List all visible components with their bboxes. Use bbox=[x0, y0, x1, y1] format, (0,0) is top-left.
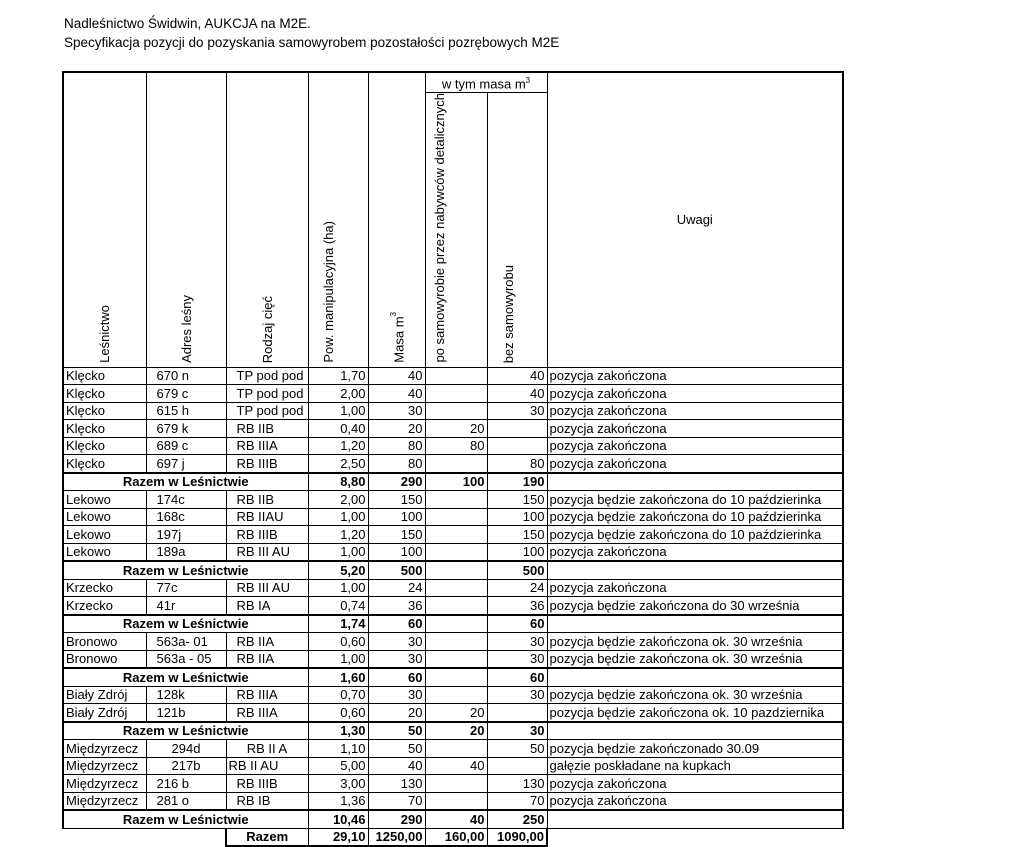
subtotal-po-samowyrobie: 100 bbox=[425, 473, 487, 491]
table-row bbox=[63, 740, 843, 758]
cell-bez-samowyrobu: 40 bbox=[487, 367, 547, 385]
cell-masa: 20 bbox=[368, 420, 425, 438]
cell-adres: 189a bbox=[146, 543, 226, 561]
cell-rodzaj: TP pod pod bbox=[226, 367, 308, 385]
subtotal-label: Razem w Leśnictwie bbox=[63, 615, 308, 633]
cell-masa: 24 bbox=[368, 579, 425, 597]
cell-bez-samowyrobu: 30 bbox=[487, 686, 547, 704]
subtotal-pow: 8,80 bbox=[308, 473, 368, 491]
table-row bbox=[63, 367, 843, 385]
cell-rodzaj: RB IIIA bbox=[226, 686, 308, 704]
cell-po-samowyrobie: 20 bbox=[425, 704, 487, 722]
cell-pow: 0,60 bbox=[308, 704, 368, 722]
cell-adres: 563a- 01 bbox=[146, 633, 226, 651]
cell-rodzaj: RB IIB bbox=[226, 420, 308, 438]
cell-lesnictwo: Bronowo bbox=[63, 633, 146, 651]
cell-po-samowyrobie: 20 bbox=[425, 420, 487, 438]
cell-masa: 100 bbox=[368, 543, 425, 561]
cell-rodzaj: RB IIA bbox=[226, 633, 308, 651]
cell-masa: 80 bbox=[368, 437, 425, 455]
cell-adres: 41r bbox=[146, 597, 226, 615]
cell-po-samowyrobie bbox=[425, 543, 487, 561]
cell-bez-samowyrobu: 80 bbox=[487, 455, 547, 473]
subtotal-po-samowyrobie: 40 bbox=[425, 810, 487, 828]
cell-uwagi: pozycja będzie zakończona ok. 30 września bbox=[547, 686, 843, 704]
cell-lesnictwo: Klęcko bbox=[63, 402, 146, 420]
table-row bbox=[63, 633, 843, 651]
cell-po-samowyrobie: 40 bbox=[425, 757, 487, 775]
cell-uwagi: pozycja będzie zakończona do 10 paździerinka bbox=[547, 508, 843, 526]
cell-adres: 216 b bbox=[146, 775, 226, 793]
cell-pow: 5,00 bbox=[308, 757, 368, 775]
col-header-rodzaj: Rodzaj cięć bbox=[226, 72, 308, 367]
cell-bez-samowyrobu: 100 bbox=[487, 543, 547, 561]
subtotal-bez-samowyrobu: 60 bbox=[487, 615, 547, 633]
cell-adres: 615 h bbox=[146, 402, 226, 420]
subtotal-empty-uwagi bbox=[547, 810, 843, 828]
cell-pow: 1,00 bbox=[308, 402, 368, 420]
cell-masa: 30 bbox=[368, 686, 425, 704]
spacer-right bbox=[547, 828, 843, 846]
cell-uwagi: pozycja będzie zakończona do 30 września bbox=[547, 597, 843, 615]
grand-total-label: Razem bbox=[226, 828, 308, 846]
cell-masa: 130 bbox=[368, 775, 425, 793]
cell-rodzaj: RB II A bbox=[226, 740, 308, 758]
col-header-lesnictwo: Leśnictwo bbox=[63, 72, 146, 367]
cell-bez-samowyrobu: 130 bbox=[487, 775, 547, 793]
cell-lesnictwo: Klęcko bbox=[63, 455, 146, 473]
cell-pow: 3,00 bbox=[308, 775, 368, 793]
subtotal-masa: 290 bbox=[368, 810, 425, 828]
subtotal-pow: 10,46 bbox=[308, 810, 368, 828]
cell-po-samowyrobie bbox=[425, 650, 487, 668]
table-row bbox=[63, 455, 843, 473]
cell-masa: 40 bbox=[368, 757, 425, 775]
cell-lesnictwo: Biały Zdrój bbox=[63, 686, 146, 704]
subtotal-po-samowyrobie: 20 bbox=[425, 722, 487, 740]
cell-uwagi: pozycja zakończona bbox=[547, 775, 843, 793]
cell-bez-samowyrobu: 50 bbox=[487, 740, 547, 758]
cell-adres: 563a - 05 bbox=[146, 650, 226, 668]
cell-pow: 0,60 bbox=[308, 633, 368, 651]
cell-masa: 40 bbox=[368, 367, 425, 385]
subtotal-label: Razem w Leśnictwie bbox=[63, 561, 308, 579]
subtotal-masa: 60 bbox=[368, 668, 425, 686]
cell-lesnictwo: Bronowo bbox=[63, 650, 146, 668]
cell-po-samowyrobie: 80 bbox=[425, 437, 487, 455]
cell-adres: 697 j bbox=[146, 455, 226, 473]
col-header-pow: Pow. manipulacyjna (ha) bbox=[308, 72, 368, 367]
cell-masa: 80 bbox=[368, 455, 425, 473]
cell-lesnictwo: Krzecko bbox=[63, 597, 146, 615]
cell-rodzaj: RB IIIB bbox=[226, 455, 308, 473]
cell-bez-samowyrobu bbox=[487, 420, 547, 438]
cell-pow: 0,74 bbox=[308, 597, 368, 615]
subtotal-po-samowyrobie bbox=[425, 561, 487, 579]
cell-bez-samowyrobu: 100 bbox=[487, 508, 547, 526]
cell-uwagi: pozycja zakończona bbox=[547, 543, 843, 561]
cell-pow: 0,40 bbox=[308, 420, 368, 438]
subtotal-label: Razem w Leśnictwie bbox=[63, 810, 308, 828]
cell-masa: 40 bbox=[368, 385, 425, 403]
cell-pow: 1,10 bbox=[308, 740, 368, 758]
cell-rodzaj: RB IB bbox=[226, 792, 308, 810]
table-row bbox=[63, 385, 843, 403]
cell-lesnictwo: Biały Zdrój bbox=[63, 704, 146, 722]
cell-po-samowyrobie bbox=[425, 491, 487, 509]
grand-total-row bbox=[63, 828, 843, 846]
cell-po-samowyrobie bbox=[425, 508, 487, 526]
cell-pow: 1,20 bbox=[308, 437, 368, 455]
cell-lesnictwo: Lekowo bbox=[63, 543, 146, 561]
cell-adres: 168c bbox=[146, 508, 226, 526]
cell-pow: 1,70 bbox=[308, 367, 368, 385]
table-row bbox=[63, 686, 843, 704]
cell-masa: 30 bbox=[368, 402, 425, 420]
cell-masa: 70 bbox=[368, 792, 425, 810]
subtotal-label: Razem w Leśnictwie bbox=[63, 722, 308, 740]
cell-pow: 1,00 bbox=[308, 650, 368, 668]
subtotal-masa: 500 bbox=[368, 561, 425, 579]
cell-masa: 50 bbox=[368, 740, 425, 758]
cell-po-samowyrobie bbox=[425, 402, 487, 420]
subtotal-label: Razem w Leśnictwie bbox=[63, 473, 308, 491]
cell-adres: 670 n bbox=[146, 367, 226, 385]
cell-po-samowyrobie bbox=[425, 526, 487, 544]
subtotal-masa: 50 bbox=[368, 722, 425, 740]
cell-po-samowyrobie bbox=[425, 775, 487, 793]
cell-uwagi: pozycja zakończona bbox=[547, 455, 843, 473]
cell-pow: 0,70 bbox=[308, 686, 368, 704]
table-row bbox=[63, 402, 843, 420]
grand-total-bez-samowyrobu: 1090,00 bbox=[487, 828, 547, 846]
header-subtitle: Specyfikacja pozycji do pozyskania samowyrobem pozostałości pozrębowych M2E bbox=[64, 35, 560, 50]
subtotal-pow: 1,60 bbox=[308, 668, 368, 686]
cell-adres: 77c bbox=[146, 579, 226, 597]
cell-adres: 128k bbox=[146, 686, 226, 704]
cell-uwagi: pozycja zakończona bbox=[547, 385, 843, 403]
cell-lesnictwo: Międzyrzecz bbox=[63, 792, 146, 810]
cell-lesnictwo: Międzyrzecz bbox=[63, 757, 146, 775]
subtotal-row bbox=[63, 668, 843, 686]
cell-uwagi: pozycja zakończona bbox=[547, 420, 843, 438]
col-header-bez-samowyrobu: bez samowyrobu bbox=[487, 93, 547, 368]
cell-po-samowyrobie bbox=[425, 740, 487, 758]
table-row bbox=[63, 420, 843, 438]
cell-rodzaj: RB IA bbox=[226, 597, 308, 615]
cell-uwagi: pozycja będzie zakończona do 10 paździerinka bbox=[547, 526, 843, 544]
cell-po-samowyrobie bbox=[425, 633, 487, 651]
subtotal-bez-samowyrobu: 60 bbox=[487, 668, 547, 686]
cell-adres: 294d bbox=[146, 740, 226, 758]
cell-lesnictwo: Klęcko bbox=[63, 420, 146, 438]
cell-lesnictwo: Lekowo bbox=[63, 508, 146, 526]
cell-adres: 217b bbox=[146, 757, 226, 775]
cell-adres: 174c bbox=[146, 491, 226, 509]
document-header bbox=[64, 14, 559, 52]
cell-uwagi: pozycja będzie zakończona do 10 paździerinka bbox=[547, 491, 843, 509]
subtotal-empty-uwagi bbox=[547, 561, 843, 579]
table-row bbox=[63, 508, 843, 526]
cell-masa: 100 bbox=[368, 508, 425, 526]
cell-uwagi: pozycja zakończona bbox=[547, 792, 843, 810]
cell-rodzaj: RB II AU bbox=[226, 757, 308, 775]
cell-bez-samowyrobu: 30 bbox=[487, 650, 547, 668]
cell-uwagi: pozycja będzie zakończona ok. 30 września bbox=[547, 633, 843, 651]
header-title: Nadleśnictwo Świdwin, AUKCJA na M2E. bbox=[64, 16, 311, 31]
cell-rodzaj: RB III AU bbox=[226, 579, 308, 597]
cell-uwagi: pozycja zakończona bbox=[547, 402, 843, 420]
cell-pow: 2,00 bbox=[308, 385, 368, 403]
subtotal-row bbox=[63, 722, 843, 740]
grand-total-masa: 1250,00 bbox=[368, 828, 425, 846]
col-header-po-samowyrobie: po samowyrobie przez nabywców detalicznych bbox=[425, 93, 487, 368]
cell-rodzaj: RB III AU bbox=[226, 543, 308, 561]
col-header-masa: Masa $m^3$ bbox=[368, 72, 425, 367]
subtotal-empty-uwagi bbox=[547, 722, 843, 740]
subtotal-pow: 1,30 bbox=[308, 722, 368, 740]
cell-lesnictwo: Lekowo bbox=[63, 491, 146, 509]
cell-uwagi: gałęzie poskładane na kupkach bbox=[547, 757, 843, 775]
cell-adres: 679 k bbox=[146, 420, 226, 438]
cell-uwagi: pozycja zakończona bbox=[547, 437, 843, 455]
cell-adres: 281 o bbox=[146, 792, 226, 810]
cell-rodzaj: RB IIIA bbox=[226, 437, 308, 455]
cell-masa: 36 bbox=[368, 597, 425, 615]
cell-adres: 689 c bbox=[146, 437, 226, 455]
subtotal-bez-samowyrobu: 190 bbox=[487, 473, 547, 491]
table-row bbox=[63, 597, 843, 615]
cell-lesnictwo: Międzyrzecz bbox=[63, 740, 146, 758]
subtotal-empty-uwagi bbox=[547, 615, 843, 633]
cell-pow: 1,00 bbox=[308, 543, 368, 561]
cell-bez-samowyrobu: 150 bbox=[487, 526, 547, 544]
cell-masa: 150 bbox=[368, 491, 425, 509]
spacer bbox=[63, 828, 226, 846]
cell-adres: 679 c bbox=[146, 385, 226, 403]
table-row bbox=[63, 491, 843, 509]
specification-table bbox=[62, 71, 844, 847]
cell-masa: 30 bbox=[368, 633, 425, 651]
cell-bez-samowyrobu: 36 bbox=[487, 597, 547, 615]
subtotal-label: Razem w Leśnictwie bbox=[63, 668, 308, 686]
cell-lesnictwo: Klęcko bbox=[63, 437, 146, 455]
table-row bbox=[63, 757, 843, 775]
cell-rodzaj: RB IIAU bbox=[226, 508, 308, 526]
subtotal-empty-uwagi bbox=[547, 668, 843, 686]
cell-rodzaj: RB IIIB bbox=[226, 526, 308, 544]
cell-bez-samowyrobu: 30 bbox=[487, 633, 547, 651]
cell-adres: 197j bbox=[146, 526, 226, 544]
cell-adres: 121b bbox=[146, 704, 226, 722]
cell-bez-samowyrobu bbox=[487, 704, 547, 722]
cell-pow: 1,36 bbox=[308, 792, 368, 810]
cell-rodzaj: TP pod pod bbox=[226, 385, 308, 403]
cell-lesnictwo: Klęcko bbox=[63, 385, 146, 403]
table-row bbox=[63, 704, 843, 722]
cell-uwagi: pozycja będzie zakończonado 30.09 bbox=[547, 740, 843, 758]
cell-bez-samowyrobu bbox=[487, 757, 547, 775]
cell-rodzaj: RB IIA bbox=[226, 650, 308, 668]
cell-uwagi: pozycja będzie zakończona ok. 30 września bbox=[547, 650, 843, 668]
grand-total-pow: 29,10 bbox=[308, 828, 368, 846]
cell-po-samowyrobie bbox=[425, 792, 487, 810]
cell-po-samowyrobie bbox=[425, 385, 487, 403]
cell-masa: 20 bbox=[368, 704, 425, 722]
cell-bez-samowyrobu: 40 bbox=[487, 385, 547, 403]
col-header-adres: Adres leśny bbox=[146, 72, 226, 367]
cell-rodzaj: TP pod pod bbox=[226, 402, 308, 420]
table-row bbox=[63, 526, 843, 544]
subtotal-pow: 5,20 bbox=[308, 561, 368, 579]
subtotal-po-samowyrobie bbox=[425, 668, 487, 686]
col-header-w-tym: w tym masa $m^3$ bbox=[425, 72, 547, 93]
table-row bbox=[63, 543, 843, 561]
cell-rodzaj: RB IIIB bbox=[226, 775, 308, 793]
subtotal-bez-samowyrobu: 250 bbox=[487, 810, 547, 828]
cell-lesnictwo: Międzyrzecz bbox=[63, 775, 146, 793]
cell-pow: 2,00 bbox=[308, 491, 368, 509]
cell-pow: 1,20 bbox=[308, 526, 368, 544]
table-row bbox=[63, 650, 843, 668]
cell-bez-samowyrobu: 24 bbox=[487, 579, 547, 597]
subtotal-masa: 290 bbox=[368, 473, 425, 491]
cell-lesnictwo: Lekowo bbox=[63, 526, 146, 544]
subtotal-empty-uwagi bbox=[547, 473, 843, 491]
subtotal-row bbox=[63, 810, 843, 828]
subtotal-po-samowyrobie bbox=[425, 615, 487, 633]
cell-bez-samowyrobu: 150 bbox=[487, 491, 547, 509]
cell-po-samowyrobie bbox=[425, 455, 487, 473]
cell-po-samowyrobie bbox=[425, 597, 487, 615]
cell-rodzaj: RB IIIA bbox=[226, 704, 308, 722]
cell-pow: 2,50 bbox=[308, 455, 368, 473]
col-header-uwagi: Uwagi bbox=[547, 72, 843, 367]
subtotal-pow: 1,74 bbox=[308, 615, 368, 633]
cell-pow: 1,00 bbox=[308, 508, 368, 526]
cell-bez-samowyrobu: 30 bbox=[487, 402, 547, 420]
cell-po-samowyrobie bbox=[425, 686, 487, 704]
table-row bbox=[63, 579, 843, 597]
cell-masa: 30 bbox=[368, 650, 425, 668]
cell-uwagi: pozycja zakończona bbox=[547, 579, 843, 597]
cell-uwagi: pozycja zakończona bbox=[547, 367, 843, 385]
cell-uwagi: pozycja będzie zakończona ok. 10 pazdziernika bbox=[547, 704, 843, 722]
table-row bbox=[63, 775, 843, 793]
table-row bbox=[63, 792, 843, 810]
cell-rodzaj: RB IIB bbox=[226, 491, 308, 509]
cell-lesnictwo: Krzecko bbox=[63, 579, 146, 597]
subtotal-bez-samowyrobu: 30 bbox=[487, 722, 547, 740]
subtotal-row bbox=[63, 561, 843, 579]
subtotal-row bbox=[63, 615, 843, 633]
subtotal-masa: 60 bbox=[368, 615, 425, 633]
cell-bez-samowyrobu bbox=[487, 437, 547, 455]
cell-lesnictwo: Klęcko bbox=[63, 367, 146, 385]
subtotal-row bbox=[63, 473, 843, 491]
cell-po-samowyrobie bbox=[425, 367, 487, 385]
subtotal-bez-samowyrobu: 500 bbox=[487, 561, 547, 579]
cell-bez-samowyrobu: 70 bbox=[487, 792, 547, 810]
cell-po-samowyrobie bbox=[425, 579, 487, 597]
table-row bbox=[63, 437, 843, 455]
grand-total-po-samowyrobie: 160,00 bbox=[425, 828, 487, 846]
cell-masa: 150 bbox=[368, 526, 425, 544]
cell-pow: 1,00 bbox=[308, 579, 368, 597]
